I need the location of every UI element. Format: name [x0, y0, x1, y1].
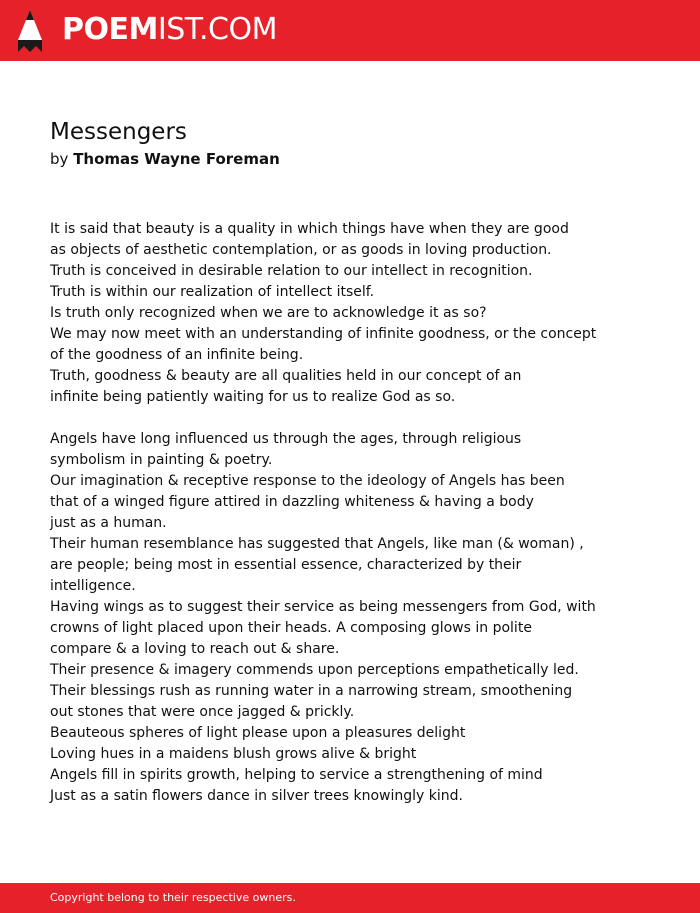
poem-title: Messengers	[50, 119, 187, 145]
poem-line: Beauteous spheres of light please upon a pleasures delight	[50, 725, 466, 741]
poem-line: Having wings as to suggest their service as being messengers from God, with	[50, 599, 596, 615]
site-footer	[0, 883, 700, 913]
poem-line: intelligence.	[50, 578, 136, 594]
site-header	[0, 0, 700, 61]
poem-line: that of a winged figure attired in dazzling whiteness & having a body	[50, 494, 534, 510]
copyright-text: Copyright belong to their respective owners.	[50, 891, 296, 904]
poem-line: Their human resemblance has suggested that Angels, like man (& woman) ,	[50, 536, 584, 552]
site-logo[interactable]	[62, 12, 277, 48]
poem-line: Loving hues in a maidens blush grows alive & bright	[50, 746, 417, 762]
poem-line: Truth, goodness & beauty are all qualities held in our concept of an	[50, 368, 522, 384]
poem-line: infinite being patiently waiting for us to realize God as so.	[50, 389, 456, 405]
poem-line: Angels have long influenced us through the ages, through religious	[50, 431, 522, 447]
poem-line: crowns of light placed upon their heads. A composing glows in polite	[50, 620, 532, 636]
poem-line: are people; being most in essential essence, characterized by their	[50, 557, 522, 573]
poem-line: symbolism in painting & poetry.	[50, 452, 273, 468]
poem-line: Their presence & imagery commends upon perceptions empathetically led.	[50, 662, 579, 678]
poem-stanza	[50, 429, 670, 807]
poem-line: Angels fill in spirits growth, helping to service a strengthening of mind	[50, 767, 543, 783]
poem-line: just as a human.	[50, 515, 167, 531]
by-label: by	[50, 150, 69, 168]
poem-line: Is truth only recognized when we are to acknowledge it as so?	[50, 305, 487, 321]
poem-line: out stones that were once jagged & prickly.	[50, 704, 355, 720]
poem-line: Truth is within our realization of intellect itself.	[50, 284, 375, 300]
byline	[50, 149, 280, 169]
poem-body	[50, 219, 670, 828]
poem-line: Truth is conceived in desirable relation to our intellect in recognition.	[50, 263, 533, 279]
poem-line: Their blessings rush as running water in a narrowing stream, smoothening	[50, 683, 573, 699]
poem-line: Our imagination & receptive response to the ideology of Angels has been	[50, 473, 565, 489]
logo-text-light: IST.COM	[157, 12, 277, 47]
pencil-tip-icon[interactable]	[18, 10, 42, 52]
author-name: Thomas Wayne Foreman	[73, 150, 280, 168]
poem-line: We may now meet with an understanding of infinite goodness, or the concept	[50, 326, 597, 342]
poem-line: It is said that beauty is a quality in which things have when they are good	[50, 221, 569, 237]
poem-line: as objects of aesthetic contemplation, or as goods in loving production.	[50, 242, 552, 258]
poem-line: of the goodness of an infinite being.	[50, 347, 304, 363]
poem-line: compare & a loving to reach out & share.	[50, 641, 340, 657]
poem-stanza	[50, 219, 670, 408]
logo-text-bold: POEM	[62, 12, 158, 47]
poem-line: Just as a satin flowers dance in silver trees knowingly kind.	[50, 788, 463, 804]
